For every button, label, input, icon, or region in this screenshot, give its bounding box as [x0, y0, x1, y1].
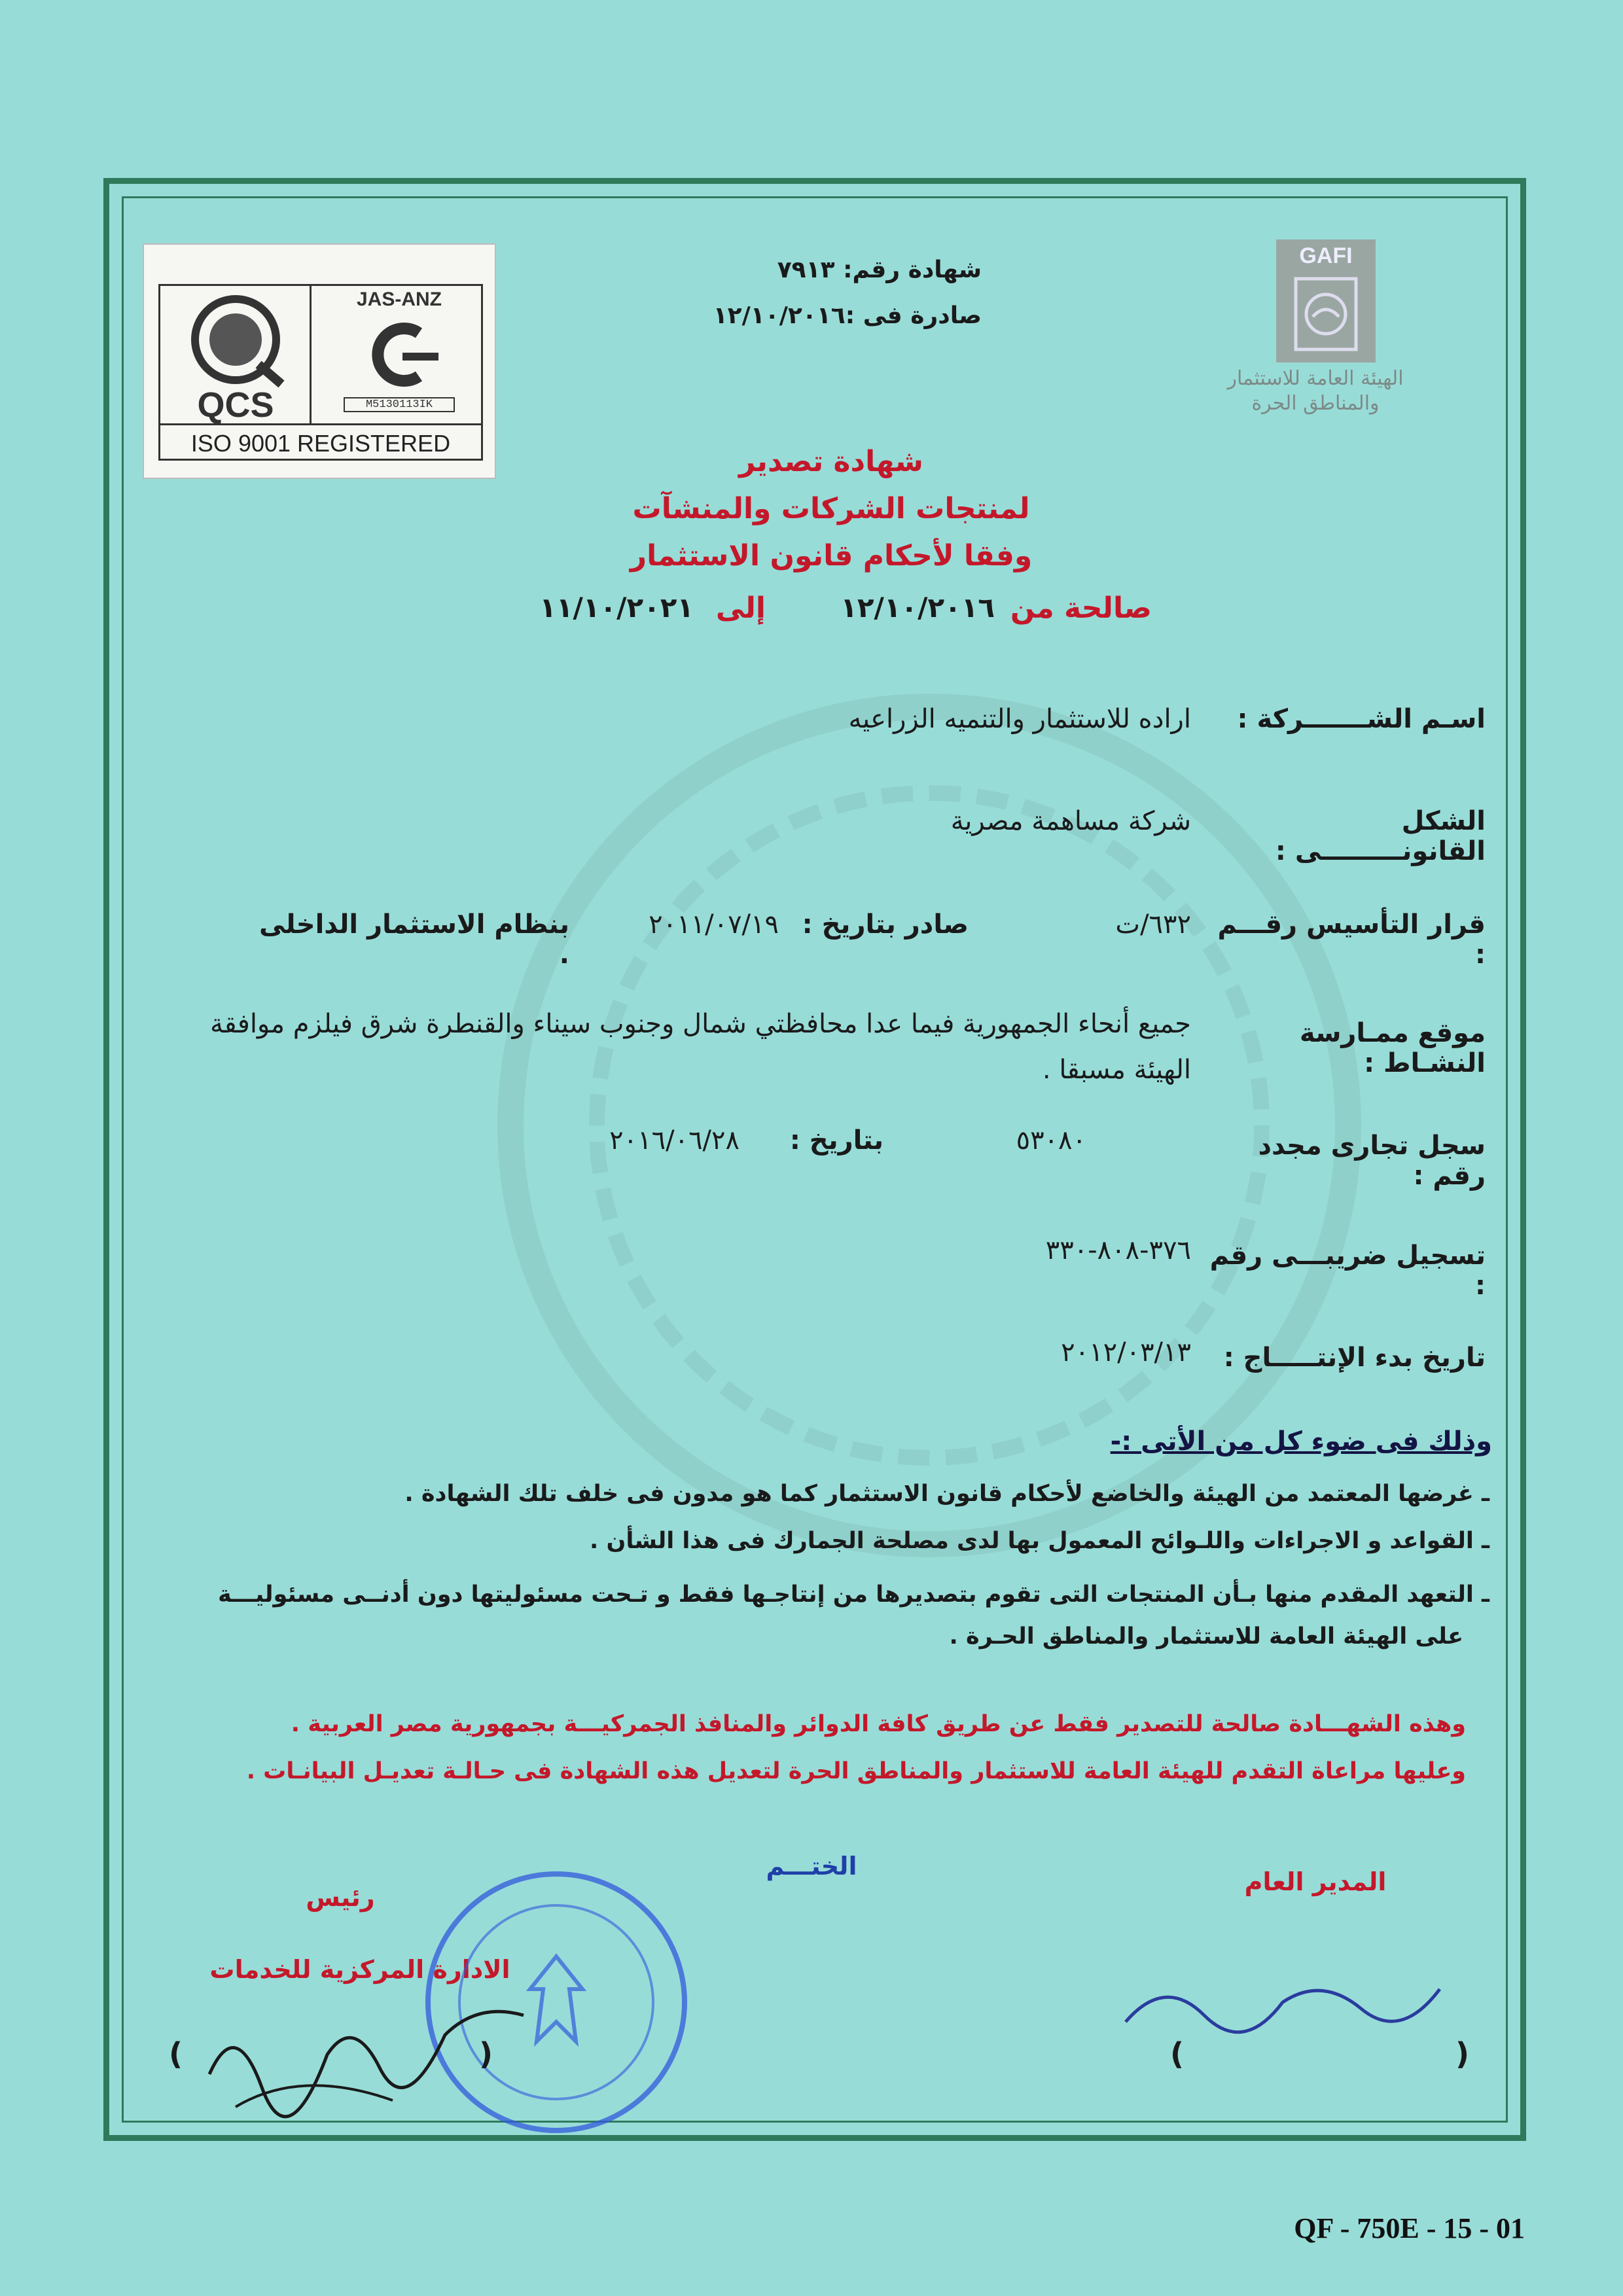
badge-frame [158, 284, 483, 461]
form-code: QF - 750E - 15 - 01 [1294, 2212, 1525, 2244]
title-line1: شهادة تصدير [739, 445, 923, 478]
valid-from-date: ١٢/١٠/٢٠١٦ [840, 592, 995, 624]
badge-divider [310, 286, 312, 423]
gafi-emblem-icon [1293, 276, 1359, 352]
valid-to-date: ١١/١٠/٢٠٢١ [539, 592, 694, 624]
company-name-label: اسـم الشـــــــركة : [1237, 704, 1486, 734]
founding-decree-label: قرار التأسيس رقـــم : [1217, 910, 1486, 970]
iso-registered-text: ISO 9001 REGISTERED [160, 423, 481, 460]
production-start-value: ٢٠١٢/٠٣/١٣ [1061, 1337, 1191, 1368]
commercial-register-label: سجل تجارى مجدد رقم : [1258, 1131, 1486, 1191]
term-item-1 [393, 1474, 1489, 1514]
gafi-logo [1276, 239, 1376, 362]
term-bullet-2: ـ [1473, 1528, 1489, 1554]
valid-to-label: إلى [715, 592, 766, 625]
activity-location-value-line1: جميع أنحاء الجمهورية فيما عدا محافظتي شمال وجنوب سيناء والقنطرة شرق فيلزم موافقة [210, 1009, 1191, 1039]
ms-number: M5130113IK [344, 397, 455, 412]
head-signature-close-paren: ) [479, 2036, 493, 2072]
head-title: رئيس [306, 1883, 375, 1912]
commercial-date-label: بتاريخ : [789, 1125, 883, 1156]
valid-from-label: صالحة من [1010, 592, 1152, 625]
term-item-1-text: غرضها المعتمد من الهيئة والخاضع لأحكام قانون الاستثمار كما هو مدون فى خلف تلك الشهادة . [404, 1481, 1474, 1507]
commercial-register-number: ٥٣٠٨٠ [1016, 1125, 1086, 1156]
gafi-logo-text: GAFI [1299, 243, 1353, 268]
activity-location-value-line2: الهيئة مسبقا . [1042, 1055, 1191, 1085]
tax-registration-value: ٣٧٦-٨٠٨-٣٣٠ [1045, 1235, 1191, 1265]
qcs-logo [173, 292, 298, 423]
jas-anz-mark-icon [357, 319, 442, 391]
gafi-arabic-line1: الهيئة العامة للاستثمار [1227, 367, 1404, 390]
term-bullet-3: ـ [1473, 1581, 1489, 1608]
gafi-arabic-line2: والمناطق الحرة [1251, 392, 1380, 415]
qcs-text: QCS [197, 385, 274, 423]
terms-heading: وذلك فى ضوء كل من الأتى :- [1110, 1426, 1492, 1457]
general-manager-signature [1113, 1963, 1453, 2055]
term-item-3 [151, 1574, 1489, 1615]
gafi-arabic-name [1217, 366, 1414, 416]
gm-signature-open-paren: ( [1170, 2036, 1185, 2072]
general-manager-title: المدير العام [1244, 1867, 1387, 1896]
central-services-title: الادارة المركزية للخدمات [209, 1955, 510, 1984]
founding-system: بنظام الاستثمار الداخلى . [259, 910, 569, 970]
commercial-date: ٢٠١٦/٠٦/٢٨ [609, 1125, 740, 1156]
iso-certification-badge [143, 243, 496, 479]
legal-form-label: الشكل القانونـــــــــى : [1275, 806, 1486, 866]
title-line2: لمنتجات الشركات والمنشآت [632, 492, 1030, 525]
production-start-label: تاريخ بدء الإنتـــــاج : [1223, 1343, 1486, 1373]
term-bullet-1: ـ [1473, 1481, 1489, 1507]
founding-date: ٢٠١١/٠٧/١٩ [649, 910, 779, 940]
tax-registration-label: تسجيل ضريبـــى رقم : [1209, 1241, 1486, 1301]
company-name-value: اراده للاستثمار والتنميه الزراعيه [848, 704, 1191, 734]
activity-location-label: موقع ممـارسة النشـاط : [1299, 1018, 1486, 1078]
term-item-2-text: القواعد و الاجراءات واللـوائح المعمول بها لدى مصلحة الجمارك فى هذا الشأن . [589, 1528, 1474, 1554]
seal-title: الختـــم [766, 1852, 857, 1881]
term-item-2 [393, 1521, 1489, 1561]
title-line3: وفقا لأحكام قانون الاستثمار [630, 539, 1033, 573]
term-item-3-line2: على الهيئة العامة للاستثمار والمناطق الحـرة . [949, 1623, 1463, 1650]
validity-notice-line1: وهذه الشهـــادة صالحة للتصدير فقط عن طريق كافة الدوائر والمنافذ الجمركيـــة بجمهورية مصر العربية . [291, 1711, 1466, 1737]
jas-anz-text: JAS-ANZ [356, 289, 442, 310]
jas-anz-logo [317, 286, 481, 423]
issue-date: صادرة فى :١٢/١٠/٢٠١٦ [713, 302, 982, 329]
head-signature-open-paren: ( [169, 2036, 183, 2072]
legal-form-value: شركة مساهمة مصرية [950, 806, 1191, 836]
founding-issued-label: صادر بتاريخ : [802, 910, 969, 940]
gm-signature-close-paren: ) [1455, 2036, 1470, 2072]
term-item-3-text-line1: التعهد المقدم منها بـأن المنتجات التى تقوم بتصديرها من إنتاجـها فقط و تـحت مسئوليتها دون أدنــى مسئوليـــة [217, 1581, 1474, 1608]
certificate-number: شهادة رقم: ٧٩١٣ [777, 256, 982, 283]
validity-notice-line2: وعليها مراعاة التقدم للهيئة العامة للاستثمار والمناطق الحرة لتعديل هذه الشهادة فى حـالـة تعديـل البيانـات . [246, 1758, 1466, 1784]
founding-decree-number: ٦٣٢/ت [1115, 910, 1191, 940]
